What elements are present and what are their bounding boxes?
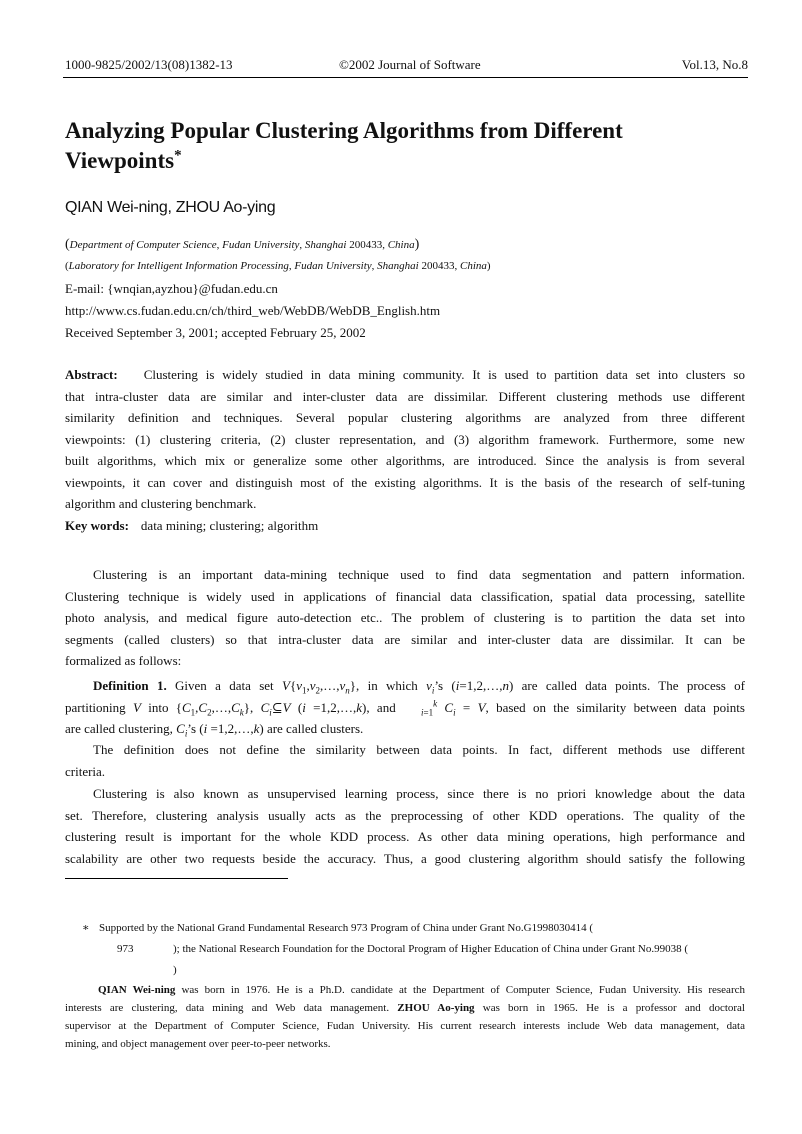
support-footnote-line-2: ); the National Research Foundation for the Doctoral Program of Higher Education of China under Grant No.99038 ( <box>173 943 689 955</box>
header-issn: 1000-9825/2002/13(08)1382-13 <box>65 57 233 72</box>
affiliation-1-dept: Department of Computer Science <box>69 239 217 251</box>
abstract-line: algorithm and clustering benchmark. <box>65 496 257 511</box>
received-date: Received September 3, 2001; accepted February 25, 2002 <box>65 325 366 340</box>
affiliation-1-zip: 200433 <box>349 239 383 251</box>
abstract-line: viewpoints: (1) clustering criteria, (2) cluster representation, and (3) algorithm framework. Furthermore, some new <box>65 431 745 447</box>
body-line: criteria. <box>65 763 106 779</box>
email: E-mail: {wnqian,ayzhou}@fudan.edu.cn <box>65 281 278 296</box>
title-footnote-mark: * <box>174 147 182 164</box>
body-line: Clustering technique is widely used in applications of financial data classification, spatial data processing, satellite <box>65 588 745 604</box>
keywords-text: data mining; clustering; algorithm <box>140 517 319 533</box>
body-line: set. Therefore, clustering analysis usually acts as the preprocessing of other KDD operations. The quality of the <box>65 807 745 823</box>
url[interactable]: http://www.cs.fudan.edu.cn/ch/third_web/WebDB/WebDB_English.htm <box>65 303 441 318</box>
abstract-line: viewpoints, it can cover and distinguish most of the existing algorithms. It is the basis of the research of self-tuning <box>65 474 745 490</box>
body-line: scalability are other two requests beside the accuracy. Thus, a good clustering algorithm should satisfy the following <box>65 850 745 866</box>
support-footnote-973: 973 <box>117 943 134 955</box>
support-footnote-line-3: ) <box>173 964 177 976</box>
body-line: Clustering is also known as unsupervised learning process, since there is no priori knowledge about the data <box>93 786 745 801</box>
body-line: photo analysis, and medical figure auto-detection etc.. The problem of clustering is to partition the data set into <box>65 610 745 625</box>
abstract-line: Abstract: Clustering is widely studied in data mining community. It is used to partition data set into clusters so <box>65 367 745 382</box>
bio-line: mining, and object management over peer-to-peer networks. <box>65 1038 331 1050</box>
affiliation-1-univ: Fudan University <box>222 239 300 251</box>
affiliation-2-city: Shanghai <box>377 260 419 272</box>
body-line: The definition does not define the similarity between data points. In fact, different methods use different <box>93 742 745 757</box>
body-line: Clustering is an important data-mining technique used to find data segmentation and pattern information. <box>93 567 745 582</box>
affiliation-2-country: China <box>459 260 487 272</box>
abstract-line: built algorithms, which mix or generalize some other algorithms, are introduced. Since the analysis is from several <box>65 453 745 468</box>
definition-paragraph <box>65 675 745 740</box>
definition-label: Definition 1. <box>93 678 167 693</box>
affiliation-1-country: China <box>387 239 415 251</box>
definition-line: are called clustering, $C_i’s$ (i =1,2,…,k) are called clusters. <box>65 721 364 739</box>
header-volume: Vol.13, No.8 <box>681 57 748 72</box>
intro-paragraph <box>65 564 745 672</box>
definition-line: partitioning V into $\{C_1,C_2,\dots,C_k\}$, $C_i⊆V$ (i =1,2,…,k), and $_{i=1}^k$ $C_i = V$, based on the similarity between data points <box>65 698 745 718</box>
paper-title <box>65 116 725 176</box>
unsupervised-paragraph <box>65 783 745 869</box>
bio-line: supervisor at the Department of Computer Science, Fudan University. His current research interests include Web data management, data <box>65 1020 745 1032</box>
affiliation-2-lab: Laboratory for Intelligent Information Processing <box>68 260 289 272</box>
support-footnote-mark: ∗ <box>82 922 90 934</box>
abstract <box>65 364 745 536</box>
affiliation-2-zip: 200433 <box>421 260 455 272</box>
title-line-1: Analyzing Popular Clustering Algorithms from Different <box>65 118 623 143</box>
body-line: formalized as follows: <box>65 653 182 668</box>
footnote-rule <box>65 878 288 879</box>
bio-name-qian: QIAN Wei-ning <box>98 984 176 996</box>
definition-line: Definition 1. Given a data set $V\{v_1,v_2,\dots,v_n\}$, in which $v_i’s$ (i=1,2,…,n) are called data points. The process of <box>93 678 745 696</box>
affiliation-2: (Laboratory for Intelligent Information Processing, Fudan University, Shanghai 200433, China) <box>65 260 491 272</box>
keywords-label: Key words: <box>65 517 129 533</box>
title-line-2: Viewpoints <box>65 148 175 173</box>
author-bios <box>65 981 745 1053</box>
body-line: segments (called clusters) so that intra-cluster data are similar and inter-cluster data are dissimilar. It can be <box>65 631 745 647</box>
similarity-paragraph <box>65 739 745 782</box>
abstract-line: similarity definition and techniques. Several popular clustering algorithms are analyzed from three different <box>65 410 745 425</box>
affiliation-1-city: Shanghai <box>304 239 347 251</box>
bio-name-zhou: ZHOU Ao-ying <box>397 1002 475 1014</box>
abstract-line: that intra-cluster data are similar and inter-cluster data are dissimilar. Different clustering methods use different <box>65 388 745 404</box>
support-footnote-line-1: Supported by the National Grand Fundamental Research 973 Program of China under Grant No.G1998030414 ( <box>99 922 593 934</box>
header-rule <box>63 77 748 78</box>
bio-line: QIAN Wei-ning was born in 1976. He is a Ph.D. candidate at the Department of Computer Science, Fudan University. His research <box>98 984 745 996</box>
affiliation-2-univ: Fudan University <box>294 260 372 272</box>
keywords <box>65 515 745 537</box>
affiliation-1: (Department of Computer Science, Fudan University, Shanghai 200433, China) <box>65 237 420 252</box>
bio-line: interests are clustering, data mining and Web data management. ZHOU Ao-ying was born in 1965. He is a professor and doctoral <box>65 1002 745 1014</box>
header-journal: ©2002 Journal of Software <box>339 57 481 72</box>
authors: QIAN Wei-ning, ZHOU Ao-ying <box>65 199 276 216</box>
abstract-label: Abstract: <box>65 367 118 382</box>
body-line: clustering result is important for the whole KDD process. As other data mining operations, high performance and <box>65 829 745 844</box>
